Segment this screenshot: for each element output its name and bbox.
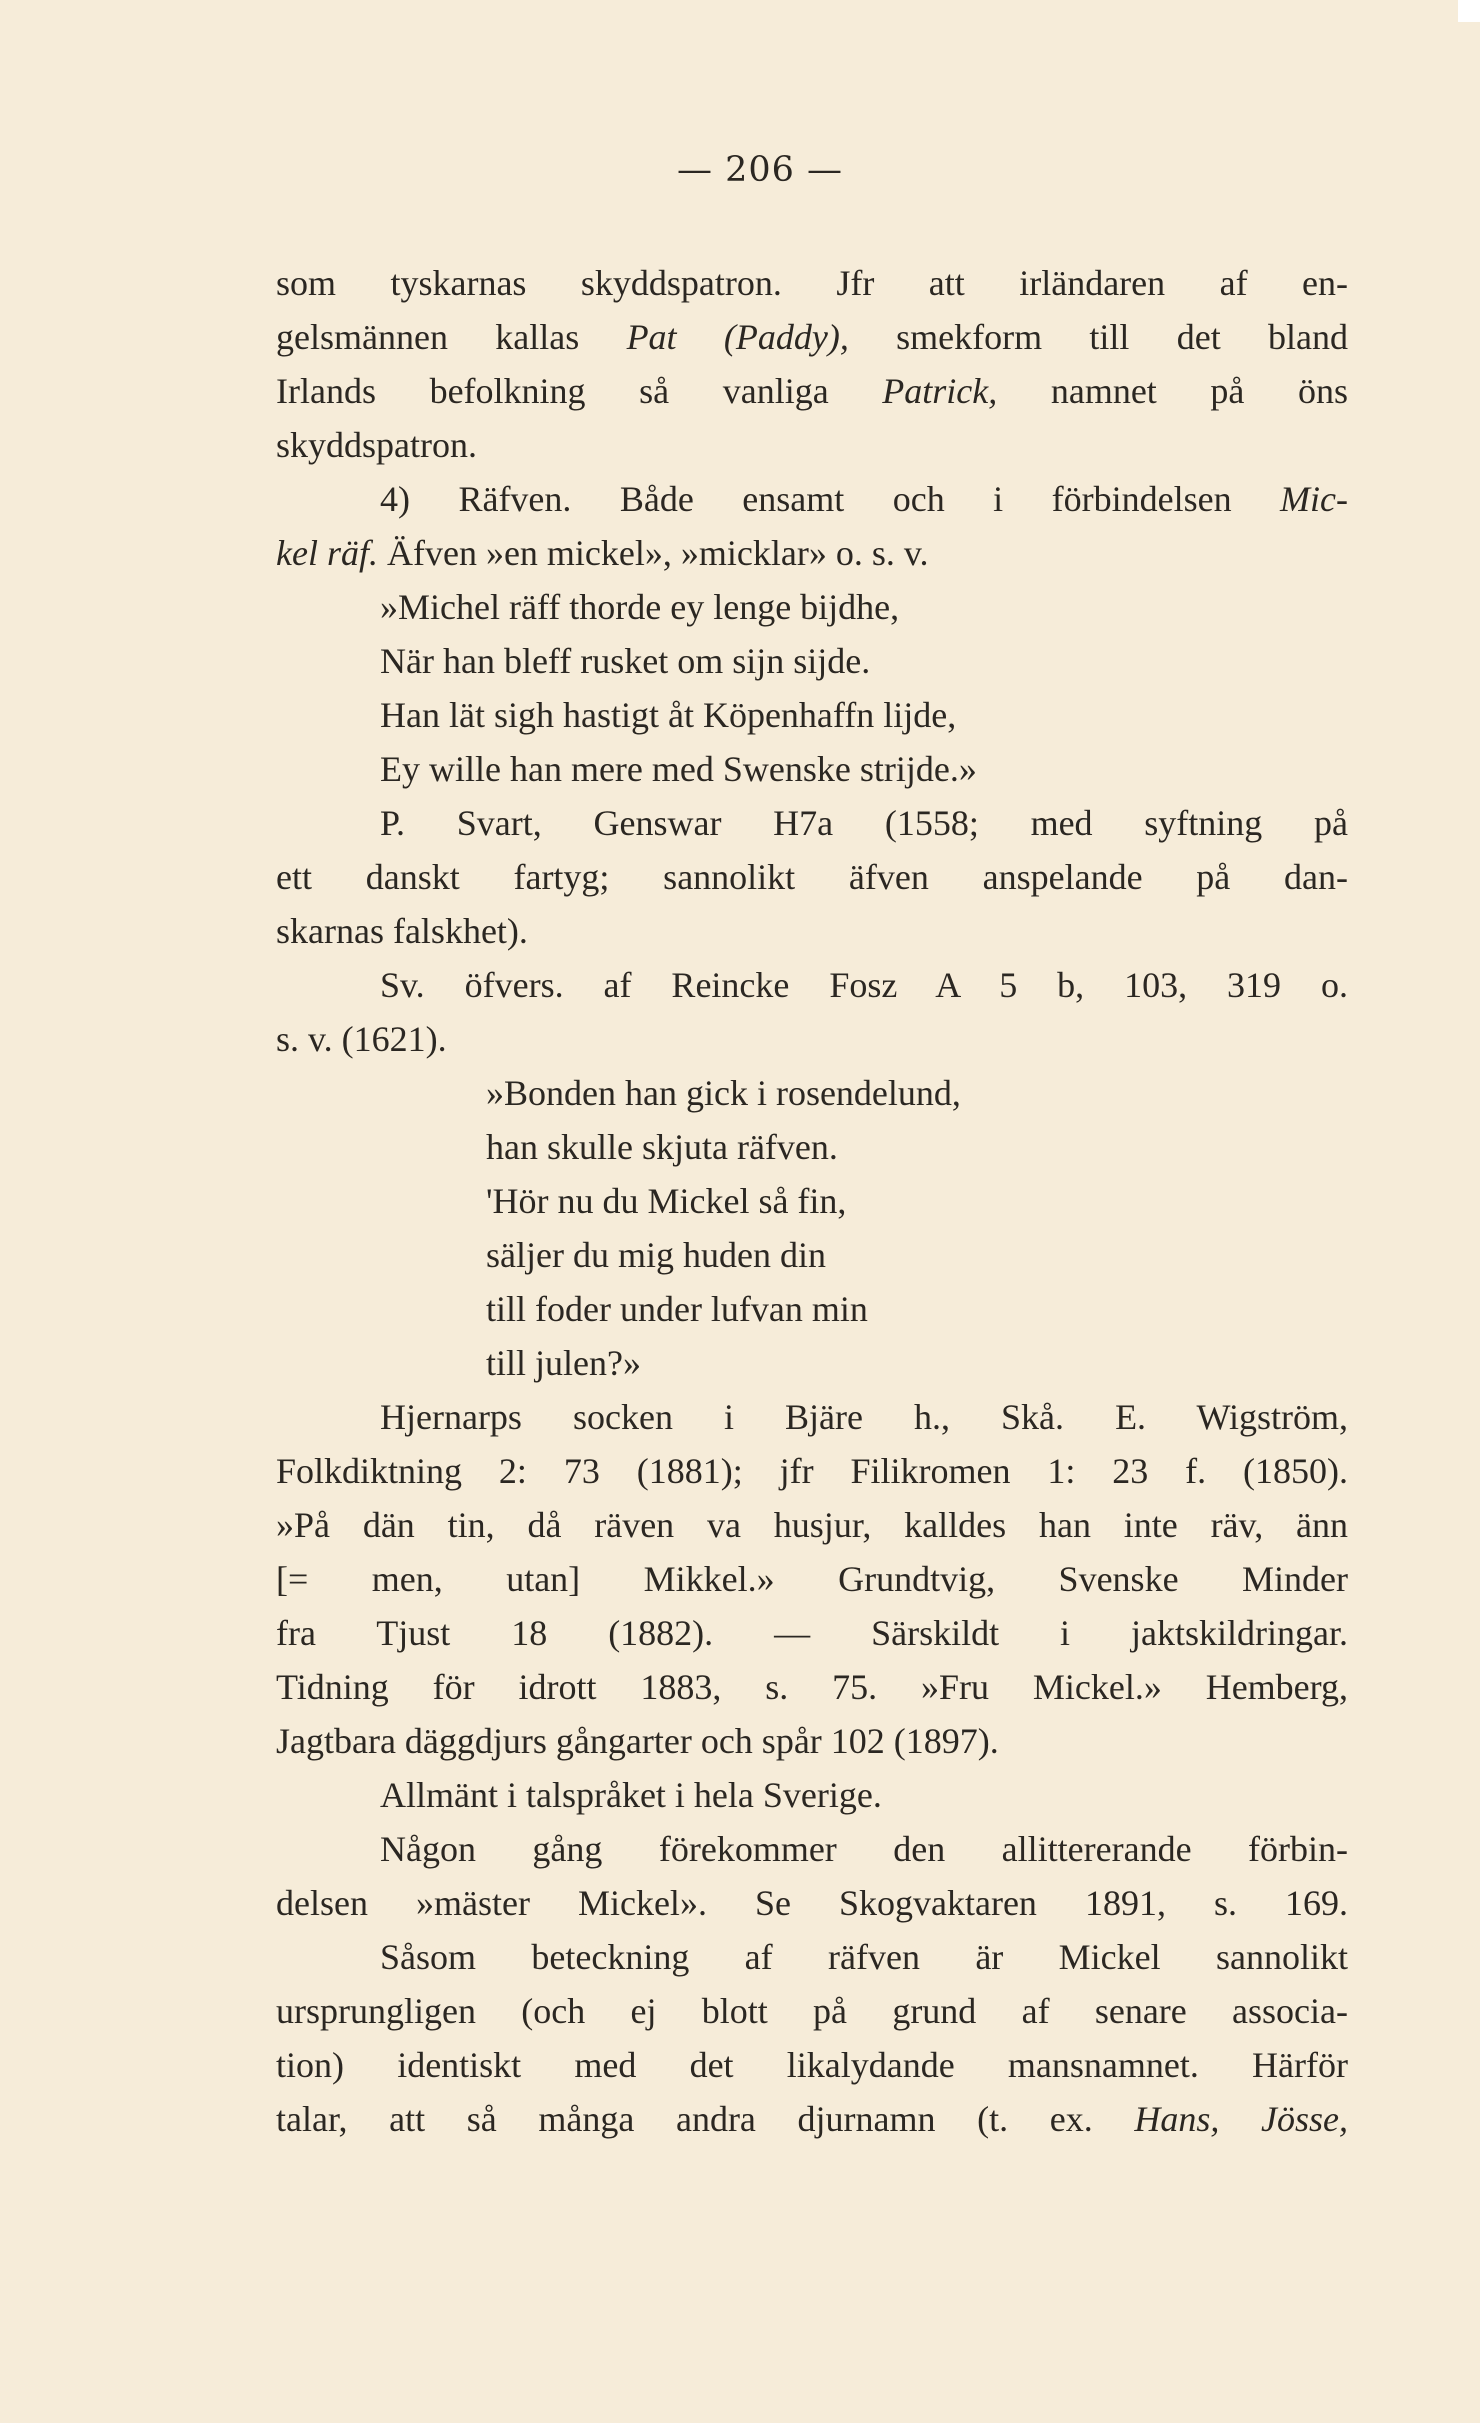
text-segment: gelsmännen kallas — [276, 317, 627, 357]
text-segment: ett danskt fartyg; sannolikt äfven anspelande på dan- — [276, 857, 1348, 897]
text-line — [276, 472, 1348, 526]
text-line — [276, 1930, 1348, 1984]
text-line — [276, 1012, 1348, 1066]
text-segment: När han bleff rusket om sijn sijde. — [380, 641, 871, 681]
text-line — [276, 1660, 1348, 1714]
text-line — [276, 1768, 1348, 1822]
text-segment: som tyskarnas skyddspatron. Jfr att irländaren af en- — [276, 263, 1348, 303]
text-segment: skyddspatron. — [276, 425, 477, 465]
text-segment: Ey wille han mere med Swenske strijde.» — [380, 749, 977, 789]
text-segment: Han lät sigh hastigt åt Köpenhaffn lijde, — [380, 695, 957, 735]
text-segment: Pat (Paddy), — [626, 317, 849, 357]
text-line — [276, 364, 1348, 418]
text-line — [276, 1228, 1348, 1282]
text-segment: kel räf. — [276, 533, 378, 573]
text-line — [276, 2092, 1348, 2146]
text-segment: Allmänt i talspråket i hela Sverige. — [380, 1775, 882, 1815]
text-line — [276, 1822, 1348, 1876]
text-segment: ursprungligen (och ej blott på grund af senare associa- — [276, 1991, 1348, 2031]
text-line — [276, 1552, 1348, 1606]
text-segment: tion) identiskt med det likalydande mansnamnet. Härför — [276, 2045, 1348, 2085]
text-segment: skarnas falskhet). — [276, 911, 528, 951]
text-segment: talar, att så många andra djurnamn (t. ex. — [276, 2099, 1135, 2139]
page-number: — 206 — — [676, 150, 844, 190]
text-line — [276, 418, 1348, 472]
text-segment: Tidning för idrott 1883, s. 75. »Fru Mickel.» Hemberg, — [276, 1667, 1348, 1707]
text-segment: Äfven »en mickel», »micklar» o. s. v. — [377, 533, 929, 573]
text-line — [276, 958, 1348, 1012]
text-segment: 'Hör nu du Mickel så fin, — [486, 1181, 847, 1221]
text-line — [276, 742, 1348, 796]
page-corner — [1458, 0, 1480, 22]
text-segment: »På dän tin, då räven va husjur, kalldes han inte räv, änn — [276, 1505, 1348, 1545]
text-segment: Såsom beteckning af räfven är Mickel sannolikt — [380, 1937, 1348, 1977]
text-segment: Sv. öfvers. af Reincke Fosz A 5 b, 103, 319 o. — [380, 965, 1348, 1005]
text-segment: till julen?» — [486, 1343, 641, 1383]
text-line — [276, 526, 1348, 580]
text-segment: P. Svart, Genswar H7a (1558; med syftning på — [380, 803, 1348, 843]
text-segment: Hjernarps socken i Bjäre h., Skå. E. Wigström, — [380, 1397, 1348, 1437]
text-line — [276, 634, 1348, 688]
text-line — [276, 1174, 1348, 1228]
text-line — [276, 796, 1348, 850]
text-line — [276, 1876, 1348, 1930]
text-line — [276, 1606, 1348, 1660]
body-text — [276, 256, 1348, 2146]
text-line — [276, 310, 1348, 364]
text-line — [276, 1390, 1348, 1444]
text-segment: Folkdiktning 2: 73 (1881); jfr Filikromen 1: 23 f. (1850). — [276, 1451, 1348, 1491]
text-line — [276, 256, 1348, 310]
text-segment: Någon gång förekommer den allittererande förbin- — [380, 1829, 1348, 1869]
text-segment: smekform till det bland — [848, 317, 1349, 357]
text-line — [276, 1336, 1348, 1390]
text-line — [276, 2038, 1348, 2092]
text-segment: »Bonden han gick i rosendelund, — [486, 1073, 961, 1113]
text-segment: säljer du mig huden din — [486, 1235, 826, 1275]
text-segment: Jagtbara däggdjurs gångarter och spår 102 (1897). — [276, 1721, 999, 1761]
text-segment: delsen »mäster Mickel». Se Skogvaktaren 1891, s. 169. — [276, 1883, 1348, 1923]
text-line — [276, 850, 1348, 904]
text-segment: Mic- — [1280, 479, 1348, 519]
text-segment: Patrick, — [882, 371, 998, 411]
text-line — [276, 1282, 1348, 1336]
text-line — [276, 580, 1348, 634]
text-segment: till foder under lufvan min — [486, 1289, 868, 1329]
text-segment: »Michel räff thorde ey lenge bijdhe, — [380, 587, 900, 627]
text-segment: Irlands befolkning så vanliga — [276, 371, 883, 411]
text-segment: namnet på öns — [997, 371, 1348, 411]
text-segment: han skulle skjuta räfven. — [486, 1127, 838, 1167]
text-line — [276, 1444, 1348, 1498]
text-line — [276, 904, 1348, 958]
text-segment: 4) Räfven. Både ensamt och i förbindelsen — [380, 479, 1281, 519]
text-segment: Hans, Jösse, — [1134, 2099, 1349, 2139]
text-segment: [= men, utan] Mikkel.» Grundtvig, Svenske Minder — [276, 1559, 1348, 1599]
text-line — [276, 688, 1348, 742]
text-line — [276, 1984, 1348, 2038]
text-line — [276, 1120, 1348, 1174]
text-segment: s. v. (1621). — [276, 1019, 447, 1059]
text-line — [276, 1714, 1348, 1768]
text-line — [276, 1066, 1348, 1120]
text-segment: fra Tjust 18 (1882). — Särskildt i jaktskildringar. — [276, 1613, 1348, 1653]
text-line — [276, 1498, 1348, 1552]
